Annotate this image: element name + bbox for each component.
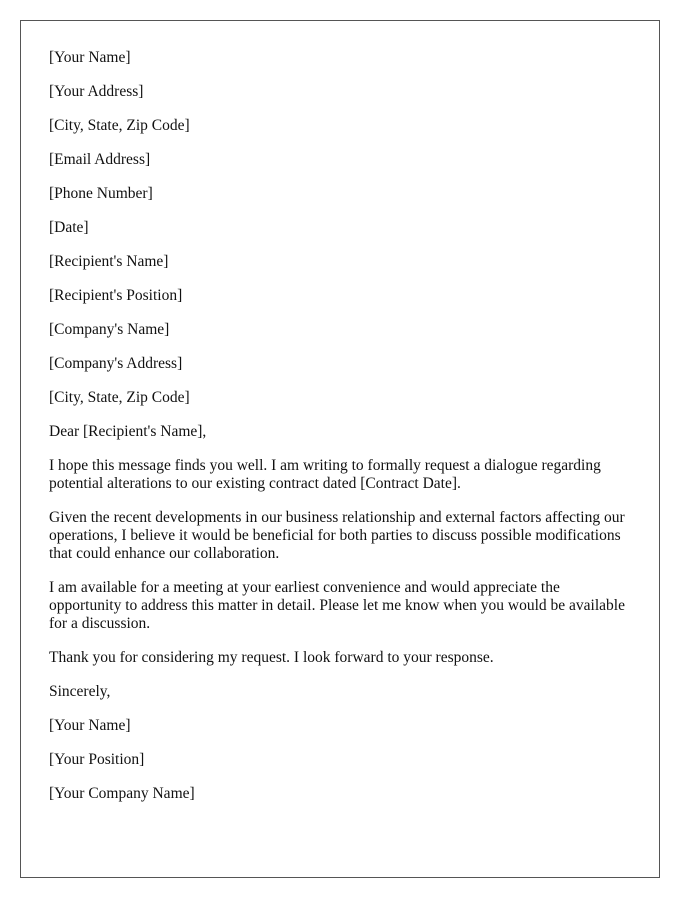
sender-name: [Your Name]	[49, 49, 131, 66]
recipient-company: [Company's Name]	[49, 321, 170, 338]
recipient-city-state-zip: [City, State, Zip Code]	[49, 389, 190, 406]
recipient-position: [Recipient's Position]	[49, 287, 183, 304]
signature-name: [Your Name]	[49, 717, 131, 734]
recipient-name: [Recipient's Name]	[49, 253, 169, 270]
letter-date: [Date]	[49, 219, 89, 236]
sender-phone: [Phone Number]	[49, 185, 153, 202]
signature-position: [Your Position]	[49, 751, 145, 768]
salutation: Dear [Recipient's Name],	[49, 423, 207, 440]
signature-company: [Your Company Name]	[49, 785, 195, 802]
sender-city-state-zip: [City, State, Zip Code]	[49, 117, 190, 134]
sender-address: [Your Address]	[49, 83, 144, 100]
recipient-address: [Company's Address]	[49, 355, 183, 372]
body-paragraph-reason: Given the recent developments in our business relationship and external factors affecting our operations, I believe it would be beneficial for both parties to discuss possible modifications that could enhance our collaboration.	[49, 509, 625, 562]
body-paragraph-intro: I hope this message finds you well. I am writing to formally request a dialogue regarding potential alterations to our existing contract dated [Contract Date].	[49, 457, 601, 492]
letter-page	[20, 20, 660, 878]
closing: Sincerely,	[49, 683, 111, 700]
body-paragraph-availability: I am available for a meeting at your earliest convenience and would appreciate the opportunity to address this matter in detail. Please let me know when you would be available for a discussion.	[49, 579, 625, 632]
body-paragraph-thanks: Thank you for considering my request. I look forward to your response.	[49, 649, 494, 666]
sender-email: [Email Address]	[49, 151, 151, 168]
